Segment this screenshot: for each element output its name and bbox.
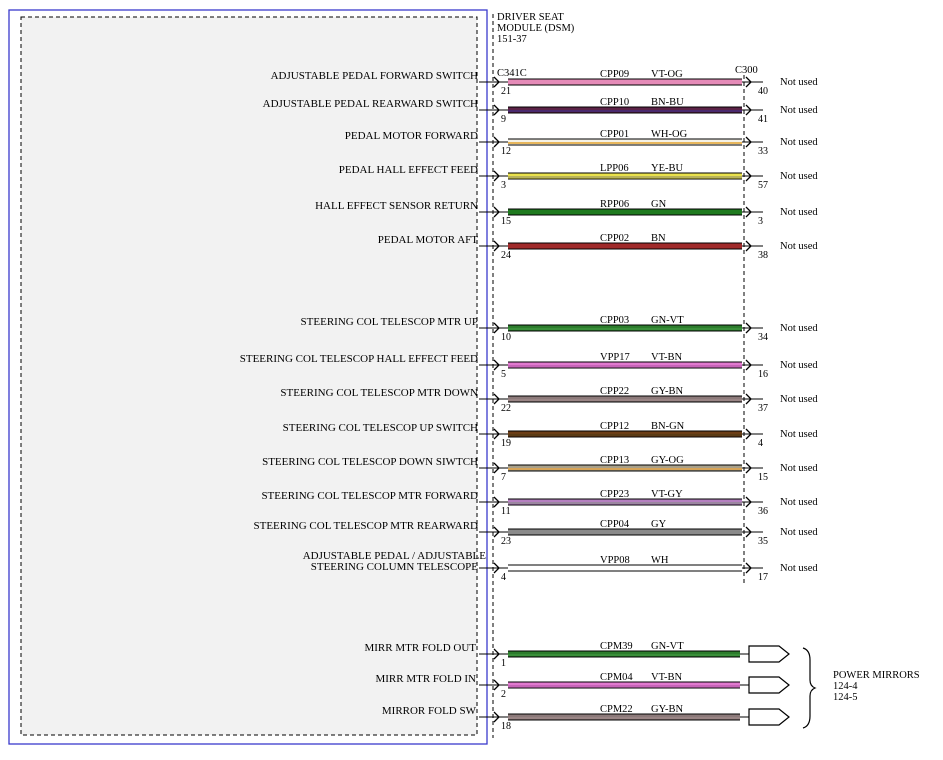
pin-left-number: 23: [501, 536, 511, 547]
pin-right-number: 38: [758, 250, 768, 261]
wire-label: STEERING COL TELESCOP MTR DOWN: [280, 387, 478, 399]
destination-label: Not used: [780, 360, 818, 371]
mirror-connector-icon: [749, 709, 789, 725]
circuit-number: CPP03: [600, 315, 630, 326]
mirror-wire-color-code: GN-VT: [651, 641, 684, 652]
wire-label-line2: STEERING COLUMN TELESCOPE: [310, 561, 478, 573]
wire-7: [508, 365, 742, 366]
pin-right-number: 36: [758, 506, 768, 517]
module-ref: 151-37: [497, 34, 527, 45]
pin-right-number: 35: [758, 536, 768, 547]
circuit-number: RPP06: [600, 199, 630, 210]
wire-label: HALL EFFECT SENSOR RETURN: [315, 200, 478, 212]
mirror-dest-title: POWER MIRRORS: [833, 670, 920, 681]
module-name-line1: DRIVER SEAT: [497, 12, 564, 23]
mirror-pin-left-number: 1: [501, 658, 506, 669]
mirror-brace: [803, 648, 815, 728]
wire-color-code: GY-OG: [651, 455, 684, 466]
wire-color-code: GY: [651, 519, 667, 530]
pin-right-number: 41: [758, 114, 768, 125]
pin-right-number: 37: [758, 403, 768, 414]
destination-label: Not used: [780, 323, 818, 334]
mirror-circuit-number: CPM04: [600, 672, 633, 683]
mirror-wire-1: [508, 685, 740, 686]
wire-2: [508, 142, 742, 143]
pin-right-number: 33: [758, 146, 768, 157]
mirror-pin-left-number: 2: [501, 689, 506, 700]
wire-label: ADJUSTABLE PEDAL REARWARD SWITCH: [262, 98, 478, 110]
wire-color-code: YE-BU: [651, 163, 684, 174]
mirror-wire-label: MIRR MTR FOLD IN: [375, 673, 476, 685]
wire-color-code: WH: [651, 555, 669, 566]
circuit-number: CPP04: [600, 519, 630, 530]
circuit-number: LPP06: [600, 163, 629, 174]
mirror-wire-0: [508, 654, 740, 655]
wire-11: [508, 502, 742, 503]
pin-left-number: 19: [501, 438, 511, 449]
pin-left-number: 22: [501, 403, 511, 414]
circuit-number: CPP12: [600, 421, 630, 432]
destination-label: Not used: [780, 241, 818, 252]
wire-color-code: BN: [651, 233, 666, 244]
wire-label: STEERING COL TELESCOP MTR FORWARD: [261, 490, 478, 502]
destination-label: Not used: [780, 527, 818, 538]
wire-label: STEERING COL TELESCOP MTR REARWARD: [253, 520, 478, 532]
circuit-number: VPP17: [600, 352, 630, 363]
destination-label: Not used: [780, 171, 818, 182]
wire-6: [508, 328, 742, 329]
wire-label: STEERING COL TELESCOP MTR UP: [300, 316, 478, 328]
mirror-wire-label: MIRROR FOLD SW: [381, 705, 476, 717]
circuit-number: CPP01: [600, 129, 630, 140]
pin-left-number: 5: [501, 369, 506, 380]
pin-right-number: 40: [758, 86, 768, 97]
circuit-number: CPP09: [600, 69, 630, 80]
circuit-number: CPP23: [600, 489, 630, 500]
mirror-circuit-number: CPM39: [600, 641, 633, 652]
destination-label: Not used: [780, 497, 818, 508]
pin-left-number: 15: [501, 216, 511, 227]
pin-right-number: 34: [758, 332, 768, 343]
circuit-number: CPP10: [600, 97, 630, 108]
module-name-line2: MODULE (DSM): [497, 23, 575, 34]
destination-label: Not used: [780, 77, 818, 88]
wire-3: [508, 176, 742, 177]
destination-label: Not used: [780, 429, 818, 440]
circuit-number: CPP22: [600, 386, 630, 397]
destination-label: Not used: [780, 563, 818, 574]
mirror-connector-icon: [749, 677, 789, 693]
circuit-number: VPP08: [600, 555, 630, 566]
mirror-wire-color-code: VT-BN: [651, 672, 683, 683]
mirror-wire-color-code: GY-BN: [651, 704, 684, 715]
connector-right-label: C300: [735, 65, 758, 76]
wire-label: ADJUSTABLE PEDAL FORWARD SWITCH: [270, 70, 478, 82]
pin-left-number: 11: [501, 506, 511, 517]
wire-label: STEERING COL TELESCOP HALL EFFECT FEED: [239, 353, 478, 365]
wire-color-code: BN-GN: [651, 421, 685, 432]
mirror-circuit-number: CPM22: [600, 704, 633, 715]
wire-8: [508, 399, 742, 400]
pin-right-number: 3: [758, 216, 763, 227]
wire-9: [508, 434, 742, 435]
circuit-number: CPP13: [600, 455, 630, 466]
pin-left-number: 12: [501, 146, 511, 157]
pin-right-number: 16: [758, 369, 768, 380]
mirror-dest-ref1: 124-4: [833, 681, 858, 692]
pin-left-number: 9: [501, 114, 506, 125]
wire-label: PEDAL MOTOR AFT: [377, 234, 478, 246]
wire-color-code: GY-BN: [651, 386, 684, 397]
module-inner-dashed: [21, 17, 477, 735]
pin-right-number: 15: [758, 472, 768, 483]
wire-color-code: GN-VT: [651, 315, 684, 326]
wire-label-line1: ADJUSTABLE PEDAL / ADJUSTABLE: [302, 550, 486, 562]
wire-color-code: VT-OG: [651, 69, 683, 80]
wire-label: PEDAL HALL EFFECT FEED: [338, 164, 478, 176]
pin-left-number: 3: [501, 180, 506, 191]
wire-color-code: WH-OG: [651, 129, 688, 140]
destination-label: Not used: [780, 207, 818, 218]
pin-left-number: 24: [501, 250, 511, 261]
destination-label: Not used: [780, 463, 818, 474]
wire-10: [508, 468, 742, 469]
pin-left-number: 10: [501, 332, 511, 343]
destination-label: Not used: [780, 105, 818, 116]
pin-right-number: 4: [758, 438, 763, 449]
wire-label: PEDAL MOTOR FORWARD: [344, 130, 478, 142]
pin-left-number: 4: [501, 572, 506, 583]
destination-label: Not used: [780, 394, 818, 405]
wire-color-code: BN-BU: [651, 97, 684, 108]
mirror-wire-label: MIRR MTR FOLD OUT: [364, 642, 476, 654]
circuit-number: CPP02: [600, 233, 630, 244]
destination-label: Not used: [780, 137, 818, 148]
mirror-pin-left-number: 18: [501, 721, 511, 732]
wire-color-code: GN: [651, 199, 667, 210]
pin-left-number: 7: [501, 472, 506, 483]
mirror-connector-icon: [749, 646, 789, 662]
mirror-wire-2: [508, 717, 740, 718]
wire-color-code: VT-GY: [651, 489, 683, 500]
wire-label: STEERING COL TELESCOP DOWN SIWTCH: [262, 456, 478, 468]
wire-label: STEERING COL TELESCOP UP SWITCH: [282, 422, 478, 434]
wire-color-code: VT-BN: [651, 352, 683, 363]
wire-1: [508, 110, 742, 111]
mirror-dest-ref2: 124-5: [833, 692, 858, 703]
pin-left-number: 21: [501, 86, 511, 97]
pin-right-number: 57: [758, 180, 768, 191]
pin-right-number: 17: [758, 572, 768, 583]
connector-left-label: C341C: [497, 68, 527, 79]
